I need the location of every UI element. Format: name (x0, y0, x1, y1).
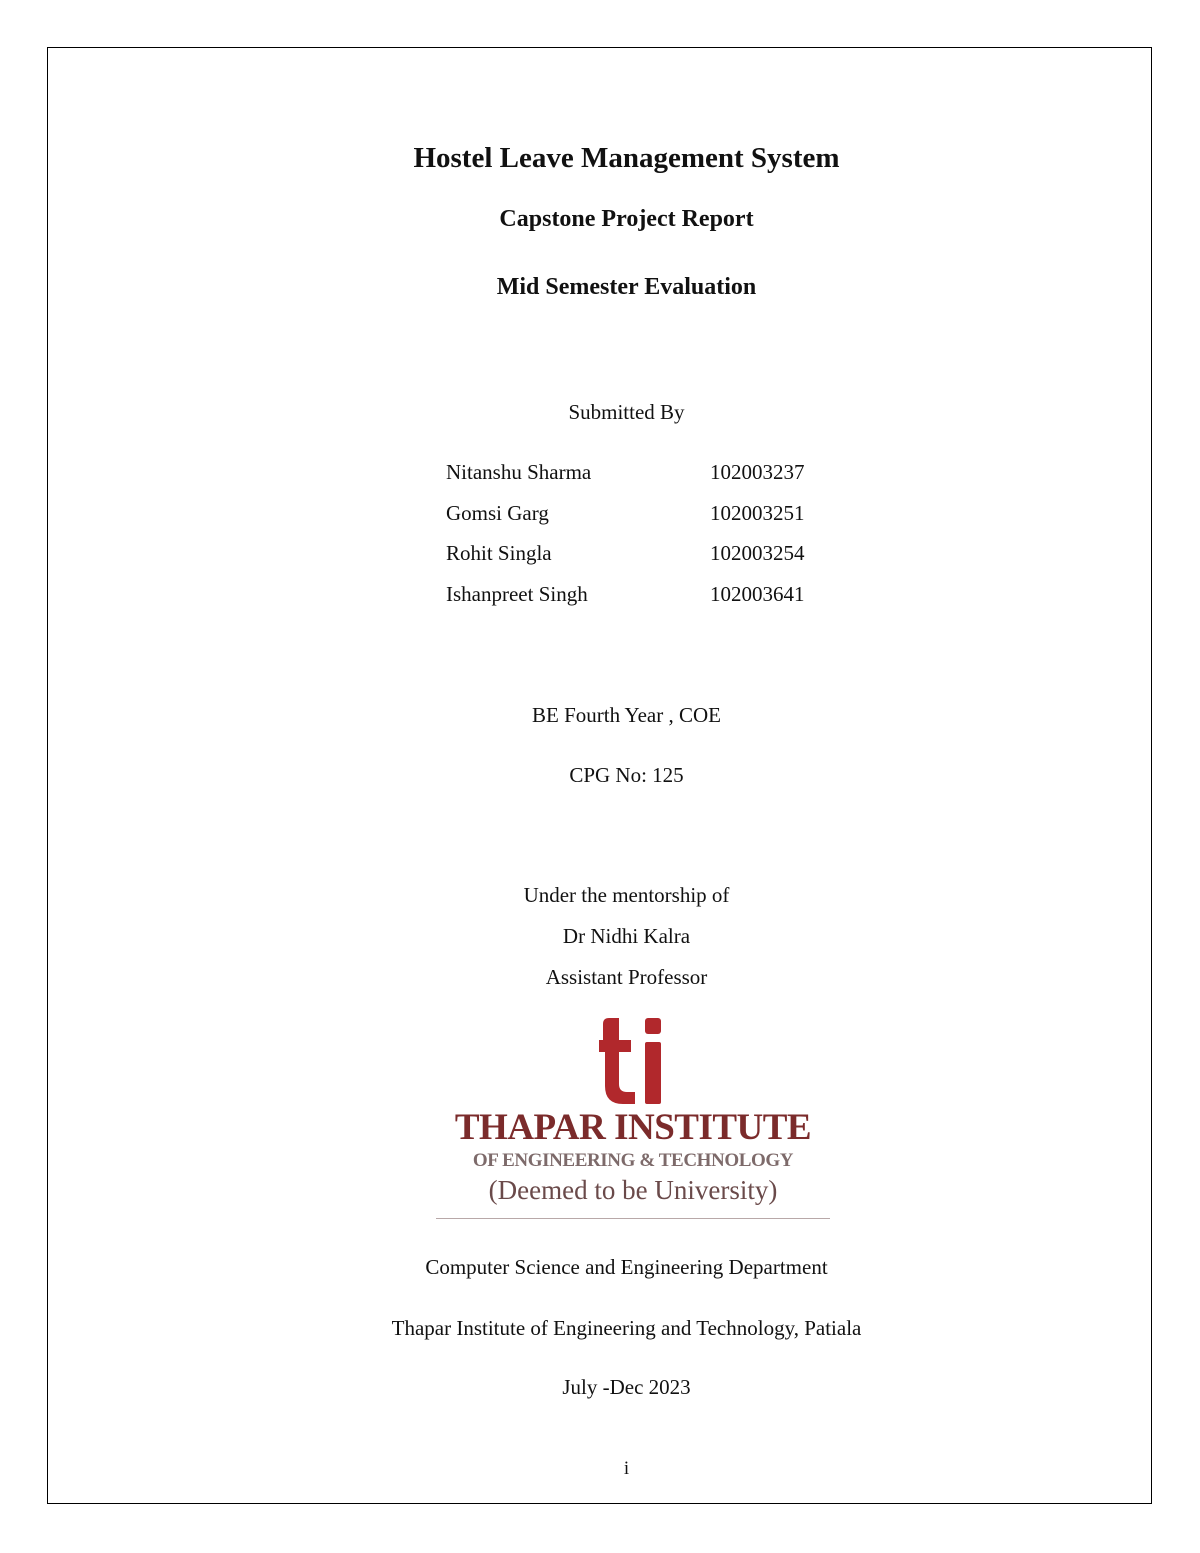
member-roll-number: 102003641 (710, 581, 805, 606)
member-name: Rohit Singla (446, 541, 552, 565)
page-number: i (623, 1458, 630, 1479)
session-dates: July -Dec 2023 (562, 1375, 691, 1399)
mentor-intro: Under the mentorship of (523, 883, 730, 907)
member-roll-number: 102003251 (710, 500, 805, 525)
year-branch: BE Fourth Year , COE (531, 703, 721, 727)
member-row (446, 541, 866, 582)
member-name: Nitanshu Sharma (446, 460, 592, 484)
logo-line-1: THAPAR INSTITUTE (454, 1107, 812, 1148)
member-row (446, 501, 866, 542)
department-name: Computer Science and Engineering Department (425, 1255, 828, 1279)
institute-name: Thapar Institute of Engineering and Technology, Patiala (391, 1316, 862, 1340)
university-logo (436, 1018, 830, 1222)
report-title: Hostel Leave Management System (413, 142, 840, 174)
report-subtitle: Capstone Project Report (499, 206, 754, 232)
logo-divider (436, 1218, 830, 1219)
ti-logo-icon (599, 1018, 669, 1106)
member-row (446, 460, 866, 501)
member-name: Ishanpreet Singh (446, 581, 588, 606)
mentor-title: Assistant Professor (545, 965, 708, 989)
member-name: Gomsi Garg (446, 500, 549, 525)
submitted-by-label: Submitted By (568, 400, 685, 424)
logo-line-2: OF ENGINEERING & TECHNOLOGY (472, 1150, 794, 1171)
member-row (446, 582, 866, 623)
logo-line-3: (Deemed to be University) (488, 1175, 778, 1205)
mentor-name: Dr Nidhi Kalra (562, 924, 691, 948)
evaluation-label: Mid Semester Evaluation (496, 274, 757, 300)
member-list (446, 460, 866, 622)
member-roll-number: 102003237 (710, 460, 805, 484)
member-roll-number: 102003254 (710, 541, 805, 565)
cpg-number: CPG No: 125 (569, 763, 684, 787)
